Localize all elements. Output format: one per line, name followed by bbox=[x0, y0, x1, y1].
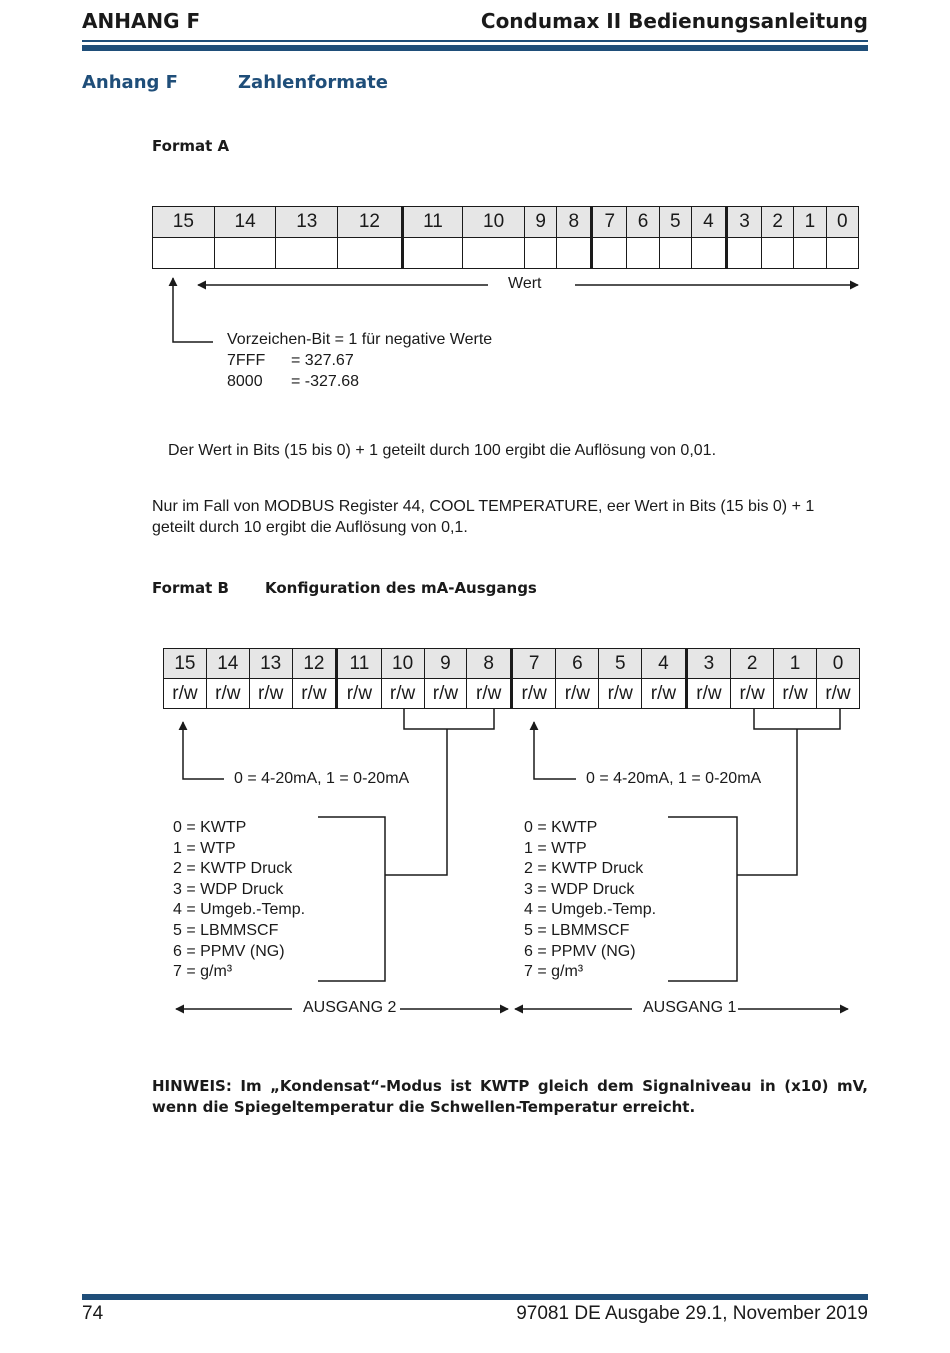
format-a-bit-cell-13 bbox=[762, 238, 794, 269]
format-a-label: Format A bbox=[152, 137, 230, 155]
format-b-access-cell-13: r/w bbox=[731, 679, 774, 709]
format-b-bit-number-4: 11 bbox=[337, 649, 382, 679]
output-1-label: AUSGANG 1 bbox=[637, 999, 742, 1017]
example-value-2: = -327.68 bbox=[291, 373, 360, 390]
mode-item: 5 = LBMMSCF bbox=[524, 922, 630, 939]
mode-item: 6 = PPMV (NG) bbox=[524, 942, 636, 960]
format-b-bit-number-1: 14 bbox=[206, 649, 249, 679]
format-a-bit-number-7: 8 bbox=[557, 207, 592, 238]
mode-item: 2 = KWTP Druck bbox=[173, 860, 293, 878]
format-a-bit-number-0: 15 bbox=[153, 207, 215, 238]
format-a-bit-cell-1 bbox=[214, 238, 276, 269]
format-b-access-cell-11: r/w bbox=[642, 679, 687, 709]
format-a-bit-cell-15 bbox=[826, 238, 858, 269]
format-b-label: Format B bbox=[152, 579, 229, 597]
section-number: Anhang F bbox=[82, 72, 178, 93]
format-b-bit-number-9: 6 bbox=[556, 649, 599, 679]
format-b-bit-number-0: 15 bbox=[164, 649, 207, 679]
format-b-bit-number-8: 7 bbox=[511, 649, 556, 679]
mode-item: 1 = WTP bbox=[173, 839, 236, 857]
modbus-paragraph-line-1: Nur im Fall von MODBUS Register 44, COOL TEMPERATURE, eer Wert in Bits (15 bis 0) + 1 bbox=[152, 498, 815, 515]
format-a-bit-cell-5 bbox=[463, 238, 525, 269]
header-rule-thick bbox=[82, 45, 868, 51]
format-a-bit-cell-9 bbox=[627, 238, 659, 269]
format-b-access-cell-12: r/w bbox=[686, 679, 731, 709]
format-a-bit-cell-4 bbox=[402, 238, 463, 269]
format-a-bit-cell-2 bbox=[276, 238, 338, 269]
format-b-bit-number-15: 0 bbox=[816, 649, 859, 679]
modbus-paragraph-line-2: geteilt durch 10 ergibt die Auflösung von 0,1. bbox=[152, 519, 468, 536]
format-b-access-cell-7: r/w bbox=[467, 679, 512, 709]
footer-rule bbox=[82, 1294, 868, 1300]
format-a-bit-cell-3 bbox=[338, 238, 403, 269]
mode-item: 3 = WDP Druck bbox=[524, 880, 635, 898]
range-note-right: 0 = 4-20mA, 1 = 0-20mA bbox=[586, 770, 762, 787]
format-b-access-cell-3: r/w bbox=[292, 679, 337, 709]
mode-item: 7 = g/m³ bbox=[524, 963, 584, 981]
format-a-bit-values bbox=[153, 238, 859, 269]
format-a-bit-table bbox=[152, 206, 859, 269]
format-a-bit-cell-12 bbox=[726, 238, 761, 269]
format-b-bit-number-5: 10 bbox=[381, 649, 424, 679]
mode-item: 3 = WDP Druck bbox=[173, 880, 284, 898]
edition-info: 97081 DE Ausgabe 29.1, November 2019 bbox=[516, 1303, 868, 1324]
mode-item: 6 = PPMV (NG) bbox=[173, 942, 285, 960]
format-b-title: Konfiguration des mA-Ausgangs bbox=[265, 579, 537, 597]
format-a-bit-number-9: 6 bbox=[627, 207, 659, 238]
format-b-access-cell-15: r/w bbox=[816, 679, 859, 709]
range-note-left: 0 = 4-20mA, 1 = 0-20mA bbox=[234, 770, 410, 787]
format-a-bit-cell-10 bbox=[659, 238, 691, 269]
format-a-bit-number-5: 10 bbox=[463, 207, 525, 238]
format-a-bit-number-14: 1 bbox=[794, 207, 826, 238]
format-a-bit-number-11: 4 bbox=[691, 207, 726, 238]
format-a-bit-number-4: 11 bbox=[402, 207, 463, 238]
format-b-bit-table bbox=[163, 648, 860, 709]
mode-item: 0 = KWTP bbox=[524, 819, 598, 836]
mode-item: 2 = KWTP Druck bbox=[524, 860, 644, 878]
format-b-bit-number-14: 1 bbox=[774, 649, 817, 679]
format-a-bit-number-15: 0 bbox=[826, 207, 858, 238]
sign-bit-note: Vorzeichen-Bit = 1 für negative Werte bbox=[227, 331, 493, 348]
output-2-label: AUSGANG 2 bbox=[297, 999, 402, 1017]
format-b-access-cell-1: r/w bbox=[206, 679, 249, 709]
format-a-bit-number-3: 12 bbox=[338, 207, 403, 238]
format-b-access-cell-5: r/w bbox=[381, 679, 424, 709]
format-a-bit-number-8: 7 bbox=[592, 207, 627, 238]
format-a-bit-number-6: 9 bbox=[524, 207, 556, 238]
format-a-bit-cell-14 bbox=[794, 238, 826, 269]
format-b-access-cell-0: r/w bbox=[164, 679, 207, 709]
header-manual-title: Condumax II Bedienungsanleitung bbox=[480, 9, 868, 33]
mode-item: 7 = g/m³ bbox=[173, 963, 233, 981]
resolution-paragraph: Der Wert in Bits (15 bis 0) + 1 geteilt durch 100 ergibt die Auflösung von 0,01. bbox=[168, 442, 717, 459]
mode-item: 4 = Umgeb.-Temp. bbox=[173, 901, 306, 919]
format-b-bit-number-6: 9 bbox=[424, 649, 467, 679]
format-a-bit-number-13: 2 bbox=[762, 207, 794, 238]
example-value-1: = 327.67 bbox=[291, 352, 354, 369]
format-a-bit-cell-8 bbox=[592, 238, 627, 269]
header-rule-thin bbox=[82, 40, 868, 42]
format-a-wert-label: Wert bbox=[502, 275, 547, 293]
mode-item: 1 = WTP bbox=[524, 839, 587, 857]
format-b-bit-number-13: 2 bbox=[731, 649, 774, 679]
format-a-bit-cell-6 bbox=[524, 238, 556, 269]
format-a-bit-cell-7 bbox=[557, 238, 592, 269]
format-a-bit-cell-11 bbox=[691, 238, 726, 269]
format-a-bit-number-10: 5 bbox=[659, 207, 691, 238]
page-number: 74 bbox=[82, 1303, 104, 1324]
format-b-access-cell-8: r/w bbox=[511, 679, 556, 709]
format-b-access-row bbox=[164, 679, 860, 709]
format-b-access-cell-2: r/w bbox=[249, 679, 292, 709]
format-b-bit-number-12: 3 bbox=[686, 649, 731, 679]
mode-item: 4 = Umgeb.-Temp. bbox=[524, 901, 657, 919]
format-b-access-cell-9: r/w bbox=[556, 679, 599, 709]
format-b-bit-number-10: 5 bbox=[599, 649, 642, 679]
format-a-bit-number-2: 13 bbox=[276, 207, 338, 238]
example-hex-1: 7FFF bbox=[227, 352, 266, 369]
format-b-access-cell-6: r/w bbox=[424, 679, 467, 709]
format-a-bit-number-1: 14 bbox=[214, 207, 276, 238]
section-title: Zahlenformate bbox=[238, 72, 388, 93]
format-a-bit-cell-0 bbox=[153, 238, 215, 269]
mode-item: 5 = LBMMSCF bbox=[173, 922, 279, 939]
example-hex-2: 8000 bbox=[227, 373, 263, 390]
format-b-bit-number-7: 8 bbox=[467, 649, 512, 679]
header-chapter: ANHANG F bbox=[82, 9, 201, 33]
format-a-bit-number-12: 3 bbox=[726, 207, 761, 238]
format-b-access-cell-14: r/w bbox=[774, 679, 817, 709]
format-b-access-cell-4: r/w bbox=[337, 679, 382, 709]
format-b-bit-numbers bbox=[164, 649, 860, 679]
format-b-access-cell-10: r/w bbox=[599, 679, 642, 709]
format-a-bit-numbers bbox=[153, 207, 859, 238]
format-b-bit-number-3: 12 bbox=[292, 649, 337, 679]
mode-item: 0 = KWTP bbox=[173, 819, 247, 836]
hinweis-note: HINWEIS: Im „Kondensat“-Modus ist KWTP gleich dem Signalniveau in (x10) mV, wenn die Spiegeltemperatur die Schwellen-Temperatur erreicht. bbox=[152, 1077, 868, 1116]
format-b-bit-number-2: 13 bbox=[249, 649, 292, 679]
format-b-bit-number-11: 4 bbox=[642, 649, 687, 679]
